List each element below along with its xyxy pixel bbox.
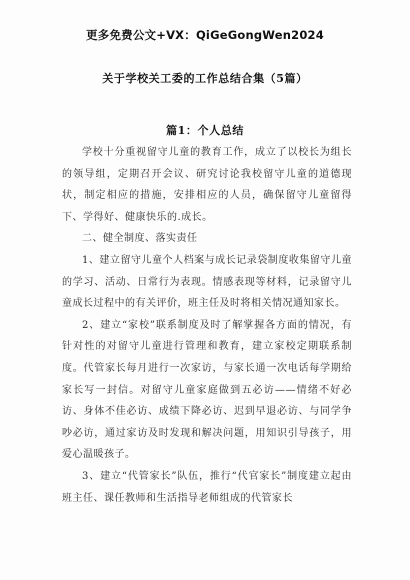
paragraph: 2、建立“家校”联系制度及时了解掌握各方面的情况，有针对性的对留守儿童进行管理和教育，建立家校定期联系制度。代管家长每月进行一次家访，与家长通一次电话每学期给家长写一封信。对留守儿童家庭做到五必访——情绪不好必访、身体不佳必访、成绩下降必访、迟到早退必访、与同学争吵必访，通过家访及时发现和解决问题，用知识引导孩子，用爱心温暖孩子。 [62, 319, 352, 461]
document-title: 关于学校关工委的工作总结合集（5篇） [102, 72, 308, 85]
paragraph: 1、建立留守儿童个人档案与成长记录袋制度收集留守儿童的学习、活动、日常行为表现。情感表现等材料，记录留守儿童成长过程中的有关评价，班主任及时将相关情况通知家长。 [62, 254, 352, 310]
paragraph: 学校十分重视留守儿童的教育工作，成立了以校长为组长的领导组，定期召开会议、研究讨论我校留守儿童的道德现状，制定相应的措施，安排相应的人员，确保留守儿童留得下、学得好、健康快乐的.成长。 [62, 147, 352, 223]
document-body [62, 142, 352, 509]
paragraph: 3、建立“代管家长”队伍，推行“代官家长”制度建立起由班主任、课任教师和生活指导老师组成的代管家长 [62, 470, 352, 504]
watermark-text: 更多免费公文+VX：QiGeGongWen2024 [86, 28, 324, 42]
paragraph: 二、健全制度、落实责任 [82, 233, 198, 245]
section-heading: 篇1：个人总结 [166, 124, 244, 137]
